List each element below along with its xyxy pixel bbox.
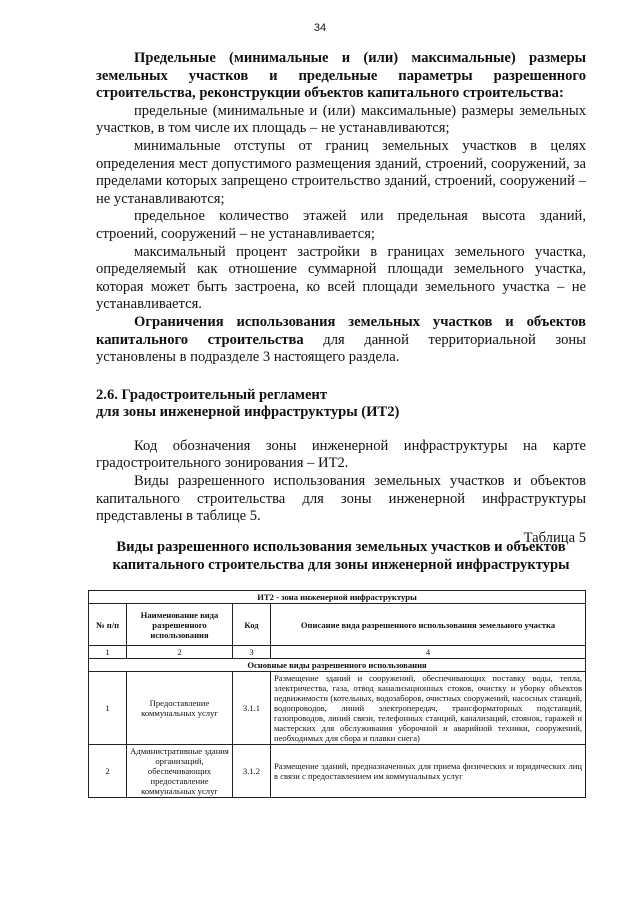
row-description: Размещение зданий и сооружений, обеспечивающих поставку воды, тепла, электричества, газа, отвод канализационных стоков, очистку и уборку объектов недвижимости (котельных, водозаборов, очистных сооружений, насосных станций, водопроводов, линий электропередач, трансформаторных подстанций, газопроводов, линий связи, телефонных станций, канализаций, стоянок, гаражей и мастерских для обслуживания уборочной и аварийной техники, сооружений, необходимых для сбора и плавки снега)	[271, 672, 586, 745]
column-header-row	[89, 604, 586, 646]
parameters-heading: Предельные (минимальные и (или) максимальные) размеры земельных участков и предельные параметры разрешенного строительства, реконструкции объектов капитального строительства:	[96, 50, 586, 102]
table-label: Таблица 5	[523, 529, 586, 546]
section-title	[96, 387, 586, 422]
zone-header: ИТ2 - зона инженерной инфраструктуры	[89, 591, 586, 604]
section-title-line2: для зоны инженерной инфраструктуры (ИТ2)	[96, 404, 400, 421]
paragraph-building-percent: максимальный процент застройки в границах земельного участка, определяемый как отношение суммарной площади земельного участка, которая может быть застроена, ко всей площади земельного участка – не устанавливается.	[96, 243, 586, 313]
row-code: 3.1.1	[233, 672, 271, 745]
permitted-uses-table	[88, 590, 586, 798]
col-number-2: 2	[127, 646, 233, 659]
paragraph-plot-size: предельные (минимальные и (или) максимальные) размеры земельных участков, в том числе их площадь – не устанавливаются;	[96, 102, 586, 137]
col-header-num: № п/п	[89, 604, 127, 646]
col-number-4: 4	[271, 646, 586, 659]
table-title-line2: капитального строительства для зоны инженерной инфраструктуры	[112, 556, 570, 573]
paragraph-floors: предельное количество этажей или предельная высота зданий, строений, сооружений – не устанавливается;	[96, 208, 586, 242]
restrictions-rest: для данной территориальной зоны установлены в подразделе 3 настоящего раздела.	[96, 331, 586, 366]
table-title	[96, 539, 586, 574]
page-number: 34	[313, 22, 327, 34]
row-num: 2	[89, 745, 127, 798]
row-code: 3.1.2	[233, 745, 271, 798]
col-header-description: Описание вида разрешенного использования земельного участка	[271, 604, 586, 646]
restrictions-bold: Ограничения использования земельных участков и объектов капитального строительства	[96, 313, 586, 348]
column-number-row	[89, 646, 586, 659]
table-title-line1: Виды разрешенного использования земельных участков и объектов	[116, 539, 566, 555]
zone-header-row	[89, 591, 586, 604]
table-row	[89, 672, 586, 745]
paragraph-zone-code: Код обозначения зоны инженерной инфраструктуры на карте градостроительного зонирования – ИТ2.	[96, 437, 586, 472]
row-use-name: Административные здания организаций, обеспечивающих предоставление коммунальных услуг	[127, 745, 233, 798]
group-header: Основные виды разрешенного использования	[89, 659, 586, 672]
regulation-text	[96, 50, 586, 547]
col-header-name: Наименование вида разрешенного использования	[127, 604, 233, 646]
table-row	[89, 745, 586, 798]
row-description: Размещение зданий, предназначенных для приема физических и юридических лиц в связи с предоставлением им коммунальных услуг	[271, 745, 586, 798]
paragraph-zone-uses: Виды разрешенного использования земельных участков и объектов капитального строительства для зоны инженерной инфраструктуры представлены в таблице 5.	[96, 473, 586, 525]
paragraph-restrictions	[96, 314, 586, 367]
col-number-3: 3	[233, 646, 271, 659]
col-number-1: 1	[89, 646, 127, 659]
paragraph-setbacks: минимальные отступы от границ земельных участков в целях определения мест допустимого размещения зданий, строений, сооружений, за пределами которых запрещено строительство зданий, строений, сооружений – не устанавливаются;	[96, 137, 586, 207]
group-header-row	[89, 659, 586, 672]
section-title-line1: 2.6. Градостроительный регламент	[96, 386, 328, 403]
row-use-name: Предоставление коммунальных услуг	[127, 672, 233, 745]
col-header-code: Код	[233, 604, 271, 646]
row-num: 1	[89, 672, 127, 745]
